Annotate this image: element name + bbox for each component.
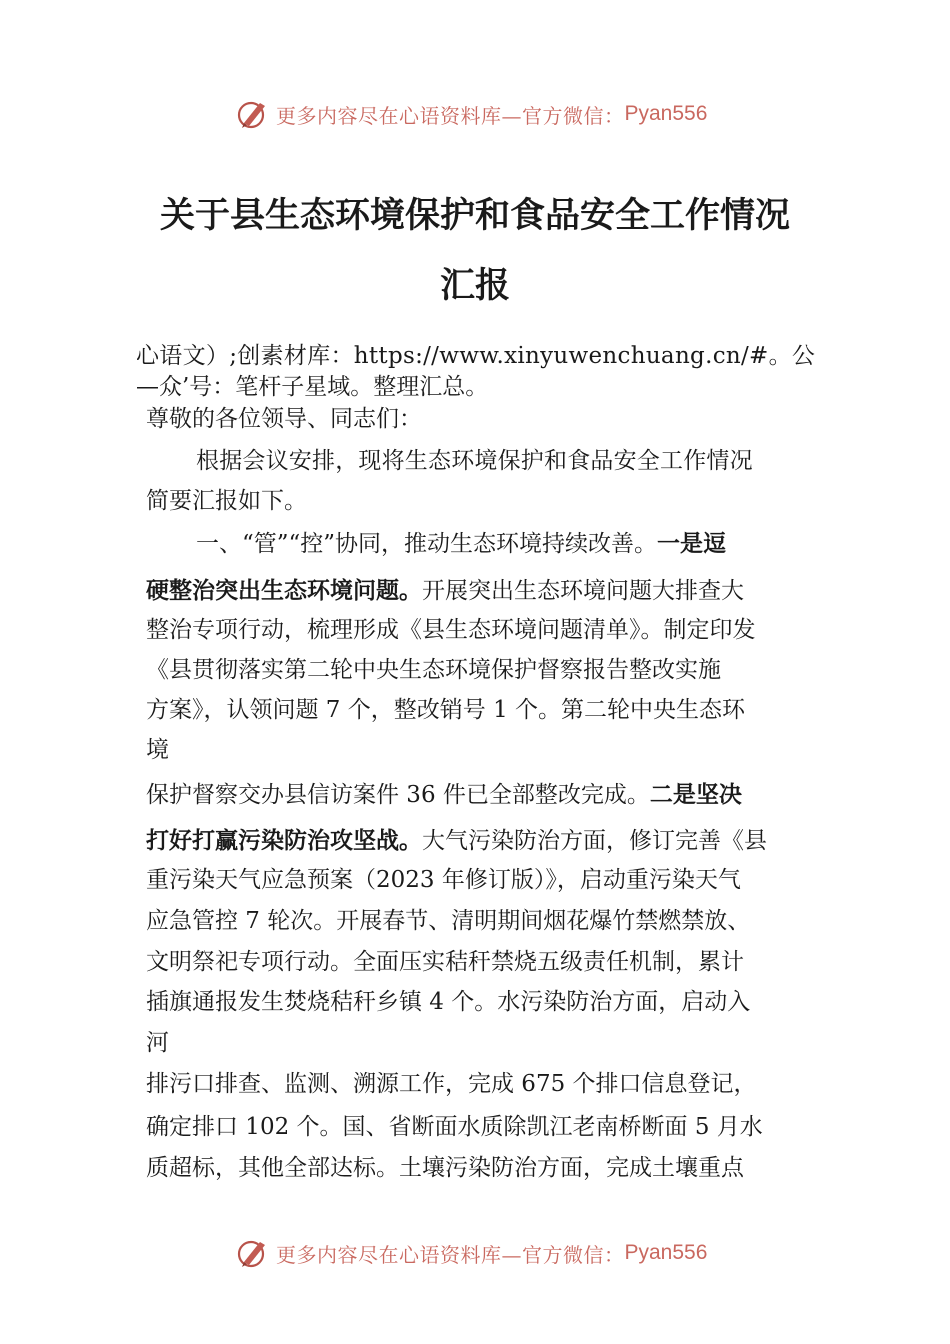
body-line: 确定排口 102 个。国、省断面水质除凯江老南桥断面 5 月水 <box>146 1114 763 1140</box>
header-banner <box>236 96 707 132</box>
body-line: 排污口排查、监测、溯源工作，完成 675 个排口信息登记， <box>146 1071 757 1097</box>
body-line: 文明祭祀专项行动。全面压实秸秆禁烧五级责任机制，累计 <box>146 949 744 975</box>
pen-logo-icon <box>236 97 270 131</box>
body-line: 河 <box>146 1030 169 1056</box>
body-line: 心语文）;创素材库：https://www.xinyuwenchuang.cn/#。公 <box>136 343 816 369</box>
body-line: 简要汇报如下。 <box>146 488 307 514</box>
footer-banner <box>236 1235 707 1271</box>
body-line: 尊敬的各位领导、同志们： <box>146 406 422 432</box>
bold-lead: 一是逗 <box>657 531 727 557</box>
banner-text: 更多内容尽在心语资料库—官方微信： <box>276 1242 625 1267</box>
body-line: 根据会议安排，现将生态环境保护和食品安全工作情况 <box>196 448 753 474</box>
body-text: 大气污染防治方面，修订完善《县 <box>422 828 767 854</box>
body-line: 插旗通报发生焚烧秸秆乡镇 4 个。水污染防治方面，启动入 <box>146 989 751 1015</box>
document-title-line2: 汇报 <box>439 266 510 306</box>
section-heading: 一、“管”“控”协同，推动生态环境持续改善。 <box>196 531 658 557</box>
banner-text: 更多内容尽在心语资料库—官方微信： <box>276 103 625 128</box>
body-line: 方案》，认领问题 7 个，整改销号 1 个。第二轮中央生态环 <box>146 697 746 723</box>
body-line <box>146 780 742 810</box>
document-title: 关于县生态环境保护和食品安全工作情况 <box>159 196 790 236</box>
body-line: 质超标，其他全部达标。土壤污染防治方面，完成土壤重点 <box>146 1155 744 1181</box>
body-line: 应急管控 7 轮次。开展春节、清明期间烟花爆竹禁燃禁放、 <box>146 908 751 934</box>
banner-wechat-id: Pyan556 <box>624 1241 708 1264</box>
banner-wechat-id: Pyan556 <box>624 102 708 125</box>
body-line <box>146 576 744 606</box>
pen-logo-icon <box>236 1236 270 1270</box>
body-text: 保护督察交办县信访案件 36 件已全部整改完成。 <box>146 782 650 808</box>
body-text: 开展突出生态环境问题大排查大 <box>422 578 744 604</box>
body-line <box>146 826 767 856</box>
body-line: 重污染天气应急预案（2023 年修订版）》，启动重污染天气 <box>146 867 741 893</box>
body-line: —众’号：笔杆子星域。整理汇总。 <box>136 374 489 400</box>
body-line: 境 <box>146 737 169 763</box>
bold-lead: 二是坚决 <box>649 782 742 808</box>
bold-lead: 硬整治突出生态环境问题。 <box>146 578 422 604</box>
body-line <box>196 529 726 559</box>
body-line: 《县贯彻落实第二轮中央生态环境保护督察报告整改实施 <box>146 657 721 683</box>
body-line: 整治专项行动，梳理形成《县生态环境问题清单》。制定印发 <box>146 617 756 643</box>
bold-lead: 打好打赢污染防治攻坚战。 <box>146 828 422 854</box>
